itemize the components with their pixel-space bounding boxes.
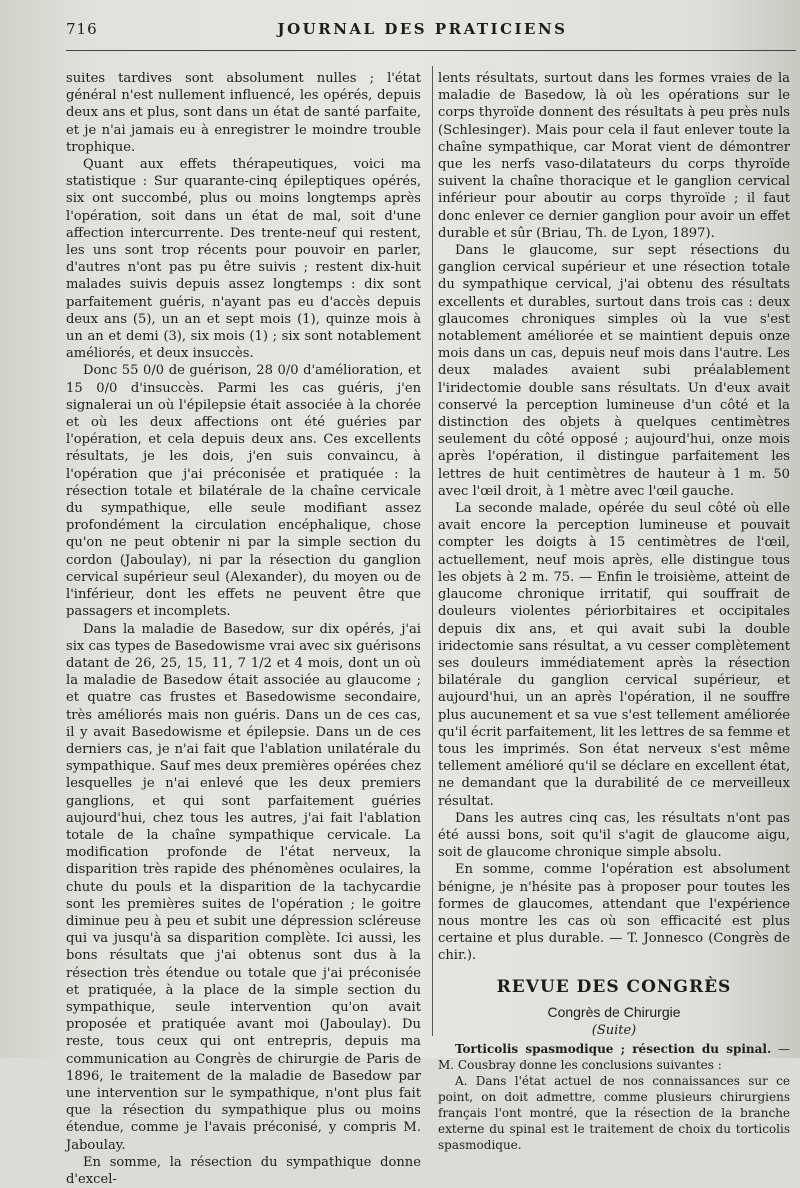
section-item-a: A. Dans l'état actuel de nos connaissances sur ce point, on doit admettre, comme plusieurs chirurgiens français l'ont montré, que la résection de la branche externe du spinal est le traitement de choix du torticolis spasmodique.	[438, 1074, 790, 1153]
lead-rest: — M. Cousbray donne les conclusions suivantes :	[438, 1042, 790, 1073]
paragraph: Dans les autres cinq cas, les résultats n'ont pas été aussi bons, soit qu'il s'agit de glaucome aigu, soit de glaucome chronique simple absolu.	[438, 810, 790, 861]
paragraph: suites tardives sont absolument nulles ; l'état général n'est nullement influencé, les opérés, depuis deux ans et plus, sont dans un état de santé parfaite, et je n'ai jamais eu à enregistrer le moindre trouble trophique.	[66, 71, 421, 155]
section-lead	[438, 1041, 790, 1073]
paragraph: Donc 55 0/0 de guérison, 28 0/0 d'amélioration, et 15 0/0 d'insuccès. Parmi les cas guéris, j'en signalerai un où l'épilepsie était associée à la chorée et où les deux affections ont été guéries par l'opération, et cela depuis deux ans. Ces excellents résultats, je les dois, j'en suis convaincu, à l'opération que j'ai préconisée et pratiquée : la résection totale et bilatérale de la chaîne cervicale du sympathique, elle seule modifiant assez profondément la circulation encéphalique, chose qu'on ne peut obtenir ni par la simple section du cordon (Jaboulay), ni par la résection du ganglion cervical supérieur seul (Alexander), du moyen ou de l'inférieur, dont les effets ne peuvent être que passagers et incomplets.	[66, 363, 421, 620]
section-title: REVUE DES CONGRÈS	[496, 976, 732, 997]
paragraph: La seconde malade, opérée du seul côté où elle avait encore la perception lumineuse et pouvait compter les doigts à 15 centimètres de l'œil, actuellement, neuf mois après, elle distingue tous les objets à 2 m. 75. — Enfin le troisième, atteint de glaucome chronique irritatif, qui souffrait de douleurs violentes périorbitaires et occipitales depuis dix ans, et qui avait subi la double iridectomie sans résultat, a vu cesser complètement ses douleurs immédiatement après la résection bilatérale du ganglion cervical supérieur, et aujourd'hui, un an après l'opération, il ne souffre plus aucunement et sa vue s'est tellement améliorée qu'il écrit parfaitement, lit les lettres de sa femme et tous les imprimés. Son état nerveux s'est même tellement amélioré qu'il se déclare en excellent état, ne demandant que la durabilité de ce merveilleux résultat.	[438, 501, 790, 809]
paragraph: lents résultats, surtout dans les formes vraies de la maladie de Basedow, là où les opérations sur le corps thyroïde donnent des résultats à peu près nuls (Schlesinger). Mais pour cela il faut enlever toute la chaîne sympathique, car Morat vient de démontrer que les nerfs vaso-dilatateurs du corps thyroïde suivent la chaîne thoracique et le ganglion cervical inférieur pour aboutir au corps thyroïde ; il faut donc enlever ce dernier ganglion pour avoir un effet durable et sûr (Briau, Th. de Lyon, 1897).	[438, 71, 790, 241]
header-rule	[66, 50, 796, 51]
section-subtitle: Congrès de Chirurgie	[547, 1003, 681, 1020]
section-suite: (Suite)	[591, 1022, 637, 1038]
paragraph: Quant aux effets thérapeutiques, voici ma statistique : Sur quarante-cinq épileptiques opérés, six ont succombé, plus ou moins longtemps après l'opération, soit dans un état de mal, soit d'une affection intercurrente. Des trente-neuf qui restent, les uns sont trop récents pour pouvoir en parler, d'autres n'ont pas pu être suivis ; restent dix-huit malades suivis depuis assez longtemps : dix sont parfaitement guéris, n'ayant pas eu d'accès depuis deux ans (5), un an et sept mois (1), quinze mois à un an et demi (3), six mois (1) ; six sont notablement améliorés, et deux insuccès.	[66, 157, 421, 362]
paragraph: En somme, comme l'opération est absolument bénigne, je n'hésite pas à proposer pour toutes les formes de glaucomes, attendant que l'expérience nous montre les cas où son efficacité est plus certaine et plus durable. — T. Jonnesco (Congrès de chir.).	[438, 862, 790, 964]
column-divider	[432, 66, 433, 1036]
paragraph: En somme, la résection du sympathique donne d'excel-	[66, 1154, 421, 1187]
page-number: 716	[66, 20, 98, 38]
left-column	[66, 70, 421, 1188]
page-header	[50, 20, 795, 42]
paragraph: Dans le glaucome, sur sept résections du ganglion cervical supérieur et une résection totale du sympathique cervical, j'ai obtenu des résultats excellents et durables, surtout dans trois cas : deux glaucomes chroniques simples où la vue s'est notablement améliorée et se maintient depuis onze mois dans un cas, depuis neuf mois dans l'autre. Les deux malades avaient subi préalablement l'iridectomie double sans résultats. Un d'eux avait conservé la perception lumineuse d'un côté et la distinction des objets à quelques centimètres seulement du côté opposé ; aujourd'hui, onze mois après l'opération, il distingue parfaitement les lettres de huit centimètres de hauteur à 1 m. 50 avec l'œil droit, à 1 mètre avec l'œil gauche.	[438, 243, 790, 499]
running-title: JOURNAL DES PRATICIENS	[277, 20, 568, 38]
paragraph: Dans la maladie de Basedow, sur dix opérés, j'ai six cas types de Basedowisme vrai avec six guérisons datant de 26, 25, 15, 11, 7 1/2 et 4 mois, dont un où la maladie de Basedow était associée au glaucome ; et quatre cas frustes et Basedowisme secondaire, très améliorés mais non guéris. Dans un de ces cas, il y avait Basedowisme et épilepsie. Dans un de ces derniers cas, je n'ai fait que l'ablation unilatérale du sympathique. Sauf mes deux premières opérées chez lesquelles je n'ai enlevé que les deux premiers ganglions, et qui sont parfaitement guéries aujourd'hui, chez tous les autres, j'ai fait l'ablation totale de la chaîne sympathique cervicale. La modification profonde de l'état nerveux, la disparition très rapide des phénomènes oculaires, la chute du pouls et la disparition de la tachycardie sont les premières suites de l'opération ; le goitre diminue peu à peu et subit une dépression scléreuse qui va jusqu'à sa disparition complète. Ici aussi, les bons résultats que j'ai obtenus sont dus à la résection très étendue ou totale que j'ai préconisée et pratiquée, à la place de la simple section du sympathique, seule intervention qu'on avait proposée et pratiquée avant moi (Jaboulay). Du reste, tous ceux qui ont entrepris, depuis ma communication au Congrès de chirurgie de Paris de 1896, le traitement de la maladie de Basedow par une intervention sur le sympathique, n'ont plus fait que la résection du sympathique plus ou moins étendue, comme je l'avais préconisé, y compris M. Jaboulay.	[66, 621, 421, 1153]
right-column	[438, 70, 790, 1153]
lead-bold: Torticolis spasmodique ; résection du spinal.	[455, 1042, 772, 1057]
